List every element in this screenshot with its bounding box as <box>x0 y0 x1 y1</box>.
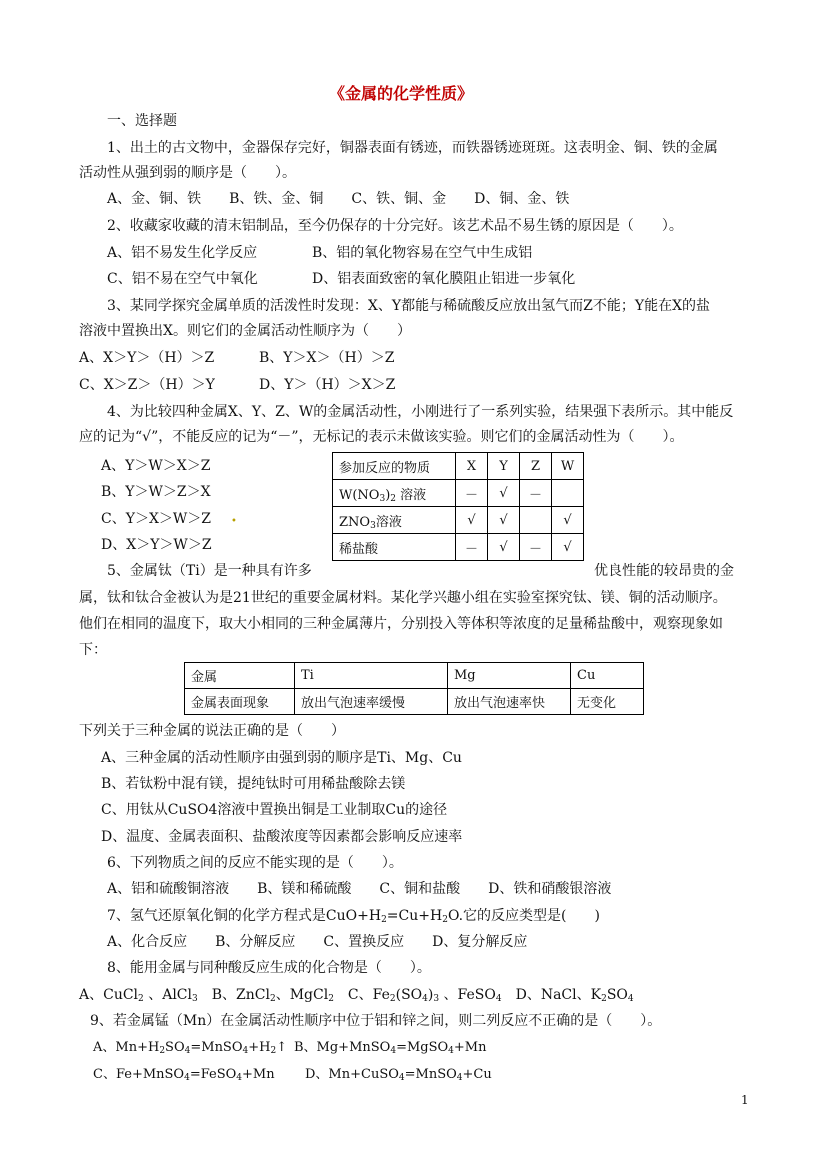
q4-header-x: X <box>456 453 488 480</box>
q4-reaction-table <box>332 452 584 561</box>
q4-row2-label: $ZNO_3$溶液 <box>333 507 456 534</box>
q9-line1: 9、若金属锰（Mn）在金属活动性顺序中位于铝和锌之间，则二列反应不正确的是（ ）。 <box>90 1013 662 1029</box>
q4-header-y: Y <box>488 453 520 480</box>
q4-row3-w: √ <box>552 534 584 561</box>
page-title: 《金属的化学性质》 <box>329 84 474 103</box>
q9-option-d: D、Mn+CuSO$_4$=MnSO$_4$+Cu <box>305 1067 492 1083</box>
stray-dot: • <box>231 516 237 527</box>
q5-line4: 下： <box>79 642 107 658</box>
q3-option-b: B、Y＞X＞（H）＞Z <box>259 350 395 366</box>
q5-row-cu: 无变化 <box>571 689 644 715</box>
q5-header-cu: Cu <box>571 663 644 689</box>
section-heading: 一、选择题 <box>107 113 177 129</box>
q2-line1: 2、收藏家收藏的清末铝制品，至今仍保存的十分完好。该艺术品不易生锈的原因是（ ）。 <box>107 218 683 234</box>
q4-row2-w: √ <box>552 507 584 534</box>
q6-options: A、铝和硫酸铜溶液 B、镁和稀硫酸 C、铜和盐酸 D、铁和硝酸银溶液 <box>107 881 612 897</box>
q7-line1: 7、氢气还原氧化铜的化学方程式是$CuO+H_2=Cu+H_2O$.它的反应类型是( ) <box>107 908 600 925</box>
q8-options: A、CuCl$_2$ 、AlCl$_3$ B、ZnCl$_2$、MgCl$_2$ C、$Fe_2(SO_4)_3$ 、FeSO$_4$ D、NaCl、$K_2SO_4$ <box>79 987 634 1004</box>
q5-option-c: C、用钛从CuSO4溶液中置换出铜是工业制取Cu的途径 <box>101 802 448 818</box>
q5-row-ti: 放出气泡速率缓慢 <box>295 689 448 715</box>
q4-header-substance: 参加反应的物质 <box>333 453 456 480</box>
q3-option-a: A、X＞Y＞（H）＞Z <box>79 350 215 366</box>
q4-row3-label: 稀盐酸 <box>333 534 456 561</box>
q8-line1: 8、能用金属与同种酸反应生成的化合物是（ ）。 <box>107 960 431 976</box>
q4-option-a: A、Y＞W＞X＞Z <box>101 458 211 474</box>
q4-header-z: Z <box>520 453 552 480</box>
q3-option-c: C、X＞Z＞（H）＞Y <box>79 377 215 393</box>
q2-option-b: B、铝的氧化物容易在空气中生成铝 <box>312 245 533 261</box>
q3-line2: 溶液中置换出X。则它们的金属活动性顺序为（ ） <box>79 323 411 339</box>
q5-question: 下列关于三种金属的说法正确的是（ ） <box>79 723 345 739</box>
q2-option-c: C、铝不易在空气中氧化 <box>107 271 258 287</box>
q5-option-b: B、若钛粉中混有镁，提纯钛时可用稀盐酸除去镁 <box>101 776 406 792</box>
q2-option-a: A、铝不易发生化学反应 <box>107 245 258 261</box>
q5-line2: 属，钛和钛合金被认为是21世纪的重要金属材料。某化学兴趣小组在实验室探究钛、镁、铜的活动顺序。 <box>79 590 727 606</box>
q5-option-a: A、三种金属的活动性顺序由强到弱的顺序是Ti、Mg、Cu <box>101 750 462 766</box>
q5-header-metal: 金属 <box>185 663 295 689</box>
q3-option-d: D、Y＞（H）＞X＞Z <box>259 377 396 393</box>
q5-row-label: 金属表面现象 <box>185 689 295 715</box>
q5-line1a: 5、金属钛（Ti）是一种具有许多 <box>107 563 312 579</box>
q7-options: A、化合反应 B、分解反应 C、置换反应 D、复分解反应 <box>107 934 528 950</box>
q9-option-b: B、Mg+MnSO$_4$=MgSO$_4$+Mn <box>294 1040 487 1056</box>
q4-row3-x: － <box>456 534 488 561</box>
q4-row3-y: √ <box>488 534 520 561</box>
q4-row2-y: √ <box>488 507 520 534</box>
page-number: 1 <box>741 1093 749 1107</box>
q5-metal-table <box>184 662 644 715</box>
q9-option-c: C、Fe+MnSO$_4$=FeSO$_4$+Mn <box>93 1067 275 1083</box>
q4-row1-w <box>552 480 584 507</box>
q2-option-d: D、铝表面致密的氧化膜阻止铝进一步氧化 <box>312 271 576 287</box>
q4-line2: 应的记为“√”，不能反应的记为“－”，无标记的表示未做该实验。则它们的金属活动性为（ ）。 <box>79 429 684 445</box>
q4-row2-z <box>520 507 552 534</box>
q5-line3: 他们在相同的温度下，取大小相同的三种金属薄片，分别投入等体积等浓度的足量稀盐酸中，观察现象如 <box>79 616 723 632</box>
q4-line1: 4、为比较四种金属X、Y、Z、W的金属活动性，小刚进行了一系列实验，结果强下表所示。其中能反 <box>107 404 734 420</box>
q5-header-ti: Ti <box>295 663 448 689</box>
q5-option-d: D、温度、金属表面积、盐酸浓度等因素都会影响反应速率 <box>101 829 463 845</box>
q5-line1b: 优良性能的较昂贵的金 <box>594 563 734 579</box>
q3-line1: 3、某同学探究金属单质的活泼性时发现：X、Y都能与稀硫酸反应放出氢气而Z不能；Y能在X的盐 <box>107 298 711 314</box>
q6-line1: 6、下列物质之间的反应不能实现的是（ ）。 <box>107 855 403 871</box>
q4-row1-z: － <box>520 480 552 507</box>
q4-option-b: B、Y＞W＞Z＞X <box>101 484 211 500</box>
q4-row1-label: $W(NO_3)_2$ 溶液 <box>333 480 456 507</box>
q1-options: A、金、铜、铁 B、铁、金、铜 C、铁、铜、金 D、铜、金、铁 <box>107 191 570 207</box>
q5-row-mg: 放出气泡速率快 <box>448 689 571 715</box>
q4-row1-y: √ <box>488 480 520 507</box>
q9-option-a: A、$Mn+H_2SO_4=MnSO_4+H_2↑$ <box>93 1040 288 1056</box>
q1-line1: 1、出土的古文物中，金器保存完好，铜器表面有锈迹，而铁器锈迹斑斑。这表明金、铜、铁的金属 <box>107 140 718 156</box>
q4-row1-x: － <box>456 480 488 507</box>
q4-row2-x: √ <box>456 507 488 534</box>
q4-option-c: C、Y＞X＞W＞Z <box>101 511 212 527</box>
q4-option-d: D、X＞Y＞W＞Z <box>101 537 212 553</box>
q1-line2: 活动性从强到弱的顺序是（ ）。 <box>79 165 296 181</box>
q4-row3-z: － <box>520 534 552 561</box>
q5-header-mg: Mg <box>448 663 571 689</box>
q4-header-w: W <box>552 453 584 480</box>
